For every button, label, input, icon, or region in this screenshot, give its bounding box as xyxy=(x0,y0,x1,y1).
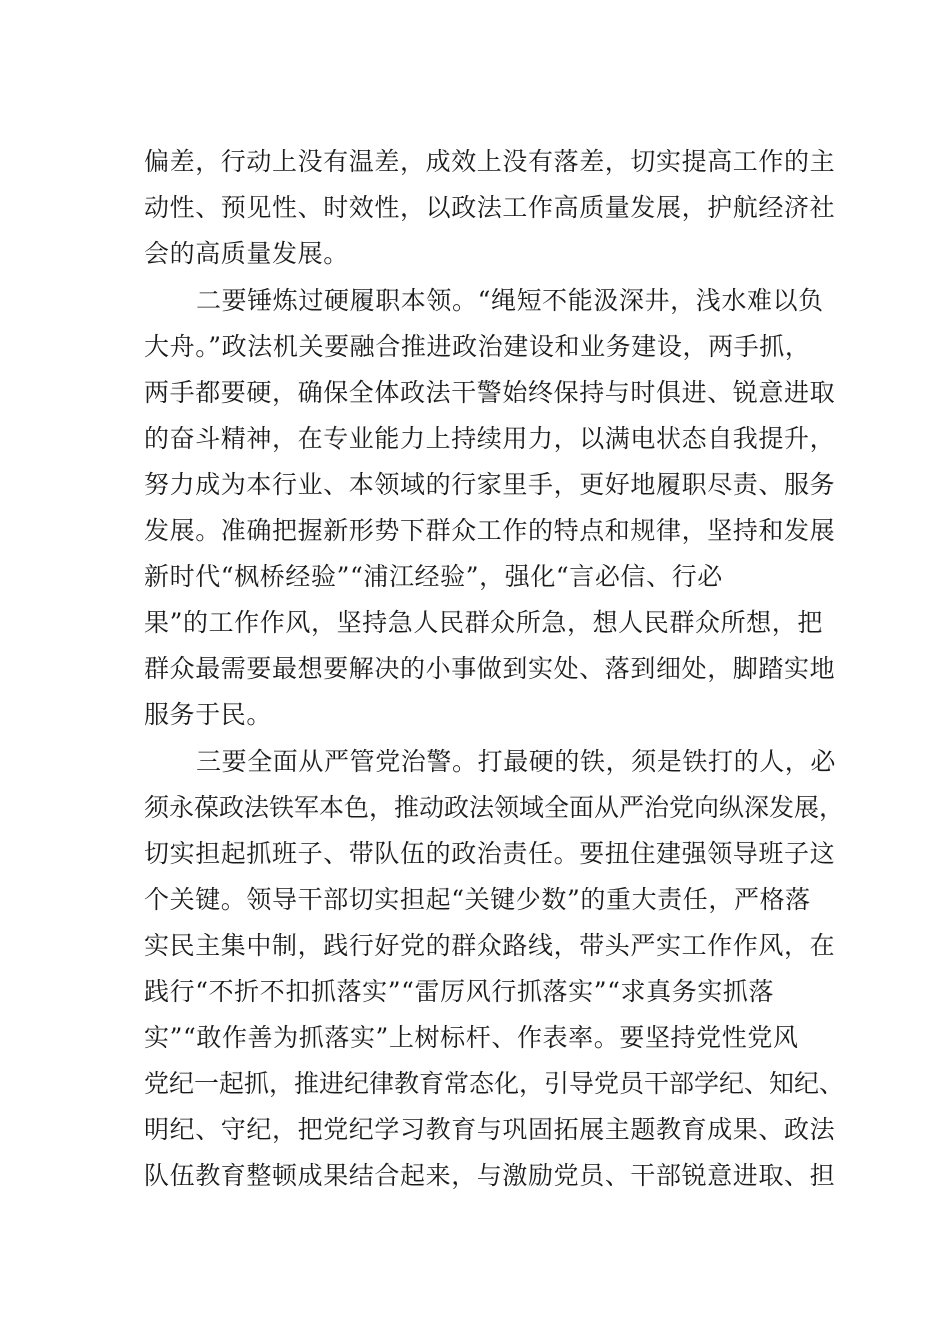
text-line: 的奋斗精神，在专业能力上持续用力，以满电状态自我提升， xyxy=(144,424,836,453)
text-line: 党纪一起抓，推进纪律教育常态化，引导党员干部学纪、知纪、 xyxy=(144,1069,845,1098)
paragraph-first-line: 三要全面从严管党治警。打最硬的铁，须是铁打的人，必 xyxy=(196,747,837,776)
text-line: 努力成为本行业、本领域的行家里手，更好地履职尽责、服务 xyxy=(144,470,836,499)
text-line: 会的高质量发展。 xyxy=(144,239,349,268)
text-line: 实民主集中制，践行好党的群众路线，带头严实工作作风，在 xyxy=(144,931,836,960)
text-line: 大舟。”政法机关要融合推进政治建设和业务建设，两手抓， xyxy=(144,332,811,361)
text-line: 须永葆政法铁军本色，推动政法领域全面从严治党向纵深发展， xyxy=(144,793,845,822)
text-line: 践行“不折不扣抓落实”“雷厉风行抓落实”“求真务实抓落 xyxy=(144,977,775,1006)
text-line: 偏差，行动上没有温差，成效上没有落差，切实提高工作的主 xyxy=(144,147,836,176)
text-line: 队伍教育整顿成果结合起来，与激励党员、干部锐意进取、担 xyxy=(144,1161,836,1190)
text-line: 明纪、守纪，把党纪学习教育与巩固拓展主题教育成果、政法 xyxy=(144,1115,836,1144)
paragraph-first-line: 二要锤炼过硬履职本领。“绳短不能汲深井，浅水难以负 xyxy=(196,286,824,315)
text-line: 实”“敢作善为抓落实”上树标杆、作表率。要坚持党性党风 xyxy=(144,1023,799,1052)
text-line: 两手都要硬，确保全体政法干警始终保持与时俱进、锐意进取 xyxy=(144,378,836,407)
text-line: 新时代“枫桥经验”“浦江经验”，强化“言必信、行必 xyxy=(144,562,723,591)
text-line: 服务于民。 xyxy=(144,700,273,729)
text-line: 发展。准确把握新形势下群众工作的特点和规律，坚持和发展 xyxy=(144,516,836,545)
text-line: 动性、预见性、时效性，以政法工作高质量发展，护航经济社 xyxy=(144,193,836,222)
text-line: 切实担起抓班子、带队伍的政治责任。要扭住建强领导班子这 xyxy=(144,839,836,868)
text-line: 个关键。领导干部切实担起“关键少数”的重大责任，严格落 xyxy=(144,885,811,914)
text-line: 群众最需要最想要解决的小事做到实处、落到细处，脚踏实地 xyxy=(144,654,836,683)
text-line: 果”的工作作风，坚持急人民群众所急，想人民群众所想，把 xyxy=(144,608,823,637)
